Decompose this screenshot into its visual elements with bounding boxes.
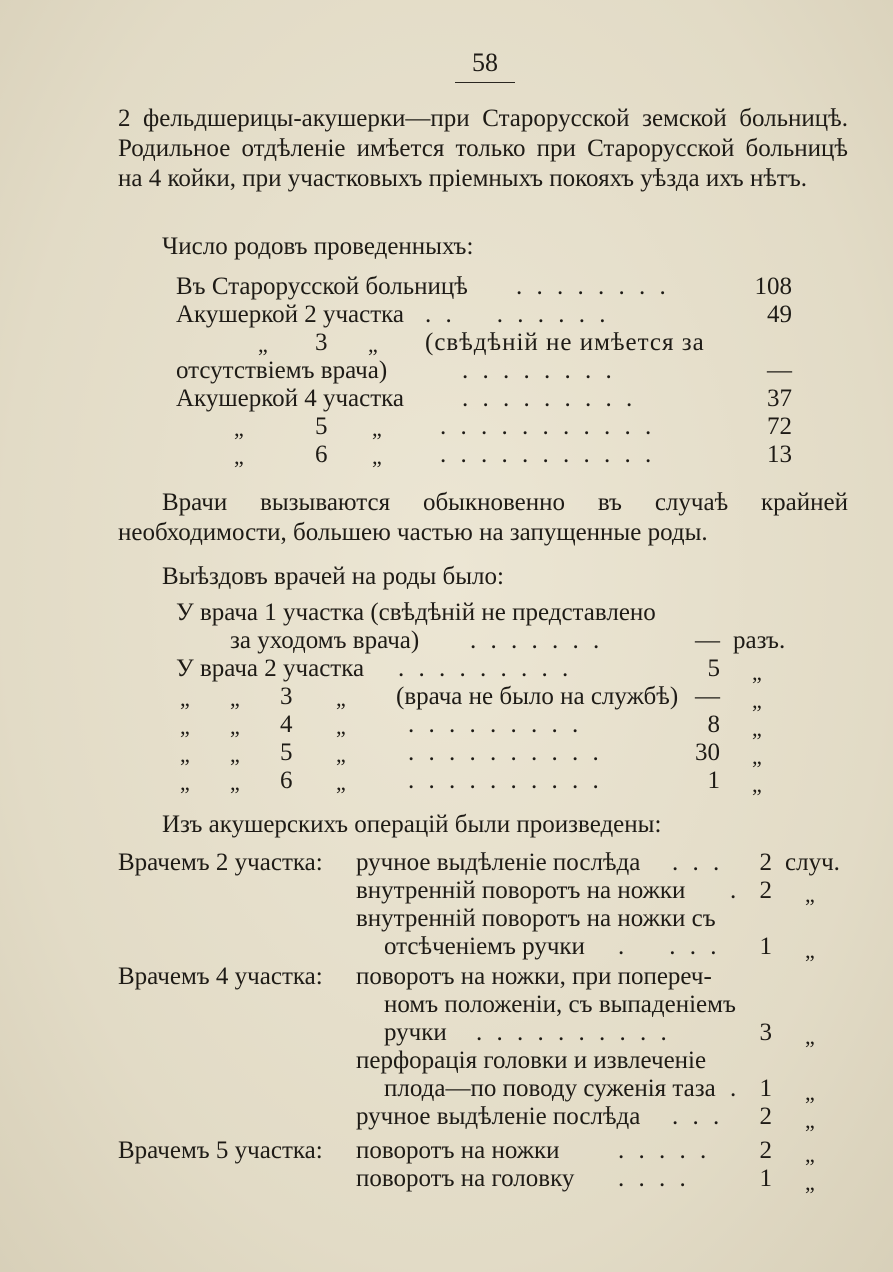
ditto-mark: „ <box>230 686 240 711</box>
ditto-mark: „ <box>752 688 762 713</box>
visits-row-num: 6 <box>280 767 293 794</box>
operation-text: внутренній поворотъ на ножки съ <box>356 905 716 932</box>
operations-doctor: Врачемъ 2 участка: <box>118 849 323 876</box>
visits-row-dots: . . . . . . . <box>470 627 604 654</box>
births-row-label: Въ Старорусской больницѣ <box>176 273 468 300</box>
operations-unit: случ. <box>785 849 840 876</box>
births-row-note: (свѣдѣній не имѣется за <box>425 329 705 356</box>
births-row-value: 49 <box>767 301 792 328</box>
visits-row-label: У врача 2 участка <box>176 655 365 682</box>
operation-value: 1 <box>759 1075 772 1102</box>
births-row-label: Акушеркой 4 участка <box>176 385 405 412</box>
ditto-mark: „ <box>752 744 762 769</box>
visits-row-value: — <box>695 627 720 654</box>
visits-row-value: 1 <box>707 767 720 794</box>
ditto-mark: „ <box>180 742 190 767</box>
visits-heading: Выѣздовъ врачей на роды было: <box>162 563 504 590</box>
visits-row-dots: . . . . . . . . . <box>398 655 573 682</box>
ditto-mark: „ <box>234 444 244 469</box>
doctors-note-paragraph: Врачи вызываются обыкновенно въ случаѣ крайней необходимости, большею частью на запущенные роды. <box>118 489 848 546</box>
visits-row-dots: . . . . . . . . . . <box>408 767 603 794</box>
ditto-mark: „ <box>234 416 244 441</box>
ditto-mark: „ <box>368 332 378 357</box>
ditto-mark: „ <box>805 938 815 963</box>
operation-text: внутренній поворотъ на ножки <box>356 877 686 904</box>
ditto-mark: „ <box>805 1108 815 1133</box>
births-row-note: отсутствіемъ врача) <box>176 357 388 384</box>
operation-value: 1 <box>759 1165 772 1192</box>
operation-value: 2 <box>759 1137 772 1164</box>
ditto-mark: „ <box>230 770 240 795</box>
operation-text: поворотъ на ножки, при попереч- <box>356 963 712 990</box>
births-row-value: 72 <box>767 413 792 440</box>
visits-row-value: 8 <box>707 711 720 738</box>
ditto-mark: „ <box>752 772 762 797</box>
visits-row-value: 5 <box>707 655 720 682</box>
operation-text: отсѣченіемъ ручки <box>384 933 585 960</box>
visits-row-value: 30 <box>695 739 720 766</box>
ditto-mark: „ <box>336 714 346 739</box>
visits-row-note: (врача не было на службѣ) <box>396 683 679 710</box>
births-row-label: 5 <box>315 413 328 440</box>
births-row-label: 6 <box>315 441 328 468</box>
births-row-dots: . . . . . . . . <box>425 301 610 328</box>
ditto-mark: „ <box>336 770 346 795</box>
births-row-dots: . . . . . . . . . . . <box>440 441 656 468</box>
ditto-mark: „ <box>805 1080 815 1105</box>
ditto-mark: „ <box>372 416 382 441</box>
births-row-value: 108 <box>754 273 792 300</box>
operations-heading: Изъ акушерскихъ операцій были произведены: <box>162 811 662 838</box>
ditto-mark: „ <box>805 1142 815 1167</box>
births-row-dots: . . . . . . . . <box>516 273 670 300</box>
births-heading: Число родовъ проведенныхъ: <box>162 233 474 260</box>
operation-dots: . <box>730 877 741 904</box>
ditto-mark: „ <box>805 882 815 907</box>
births-row-value: — <box>767 357 792 384</box>
operation-text: ручное выдѣленіе послѣда <box>356 1103 641 1130</box>
operation-value: 2 <box>759 849 772 876</box>
births-row-dots: . . . . . . . . . <box>462 385 637 412</box>
ditto-mark: „ <box>336 686 346 711</box>
operations-doctor: Врачемъ 4 участка: <box>118 963 323 990</box>
operation-text: поворотъ на головку <box>356 1165 575 1192</box>
visits-row-label: за уходомъ врача) <box>230 627 420 654</box>
births-row-value: 37 <box>767 385 792 412</box>
operation-value: 2 <box>759 877 772 904</box>
operation-value: 3 <box>759 1019 772 1046</box>
ditto-mark: „ <box>336 742 346 767</box>
births-row-label: Акушеркой 2 участка <box>176 301 405 328</box>
page-number: 58 <box>455 48 515 83</box>
visits-row-num: 4 <box>280 711 293 738</box>
operation-value: 1 <box>759 933 772 960</box>
ditto-mark: „ <box>805 1024 815 1049</box>
ditto-mark: „ <box>805 1170 815 1195</box>
operation-dots: . . . <box>672 1103 724 1130</box>
visits-row-dots: . . . . . . . . . <box>408 711 583 738</box>
visits-row-label: У врача 1 участка (свѣдѣній не представлено <box>176 599 656 626</box>
operation-text: ручки <box>384 1019 447 1046</box>
visits-row-num: 5 <box>280 739 293 766</box>
ditto-mark: „ <box>752 660 762 685</box>
operation-value: 2 <box>759 1103 772 1130</box>
births-row-dots: . . . . . . . . . . . <box>440 413 656 440</box>
intro-paragraph: 2 фельдшерицы-акушерки—при Старорусской земской больницѣ. Родильное отдѣленіе имѣется только при Старорусской больницѣ на 4 койки, при участковыхъ пріемныхъ покояхъ уѣзда ихъ нѣтъ. <box>118 105 848 192</box>
visits-unit: разъ. <box>733 627 786 654</box>
visits-row-num: 3 <box>280 683 293 710</box>
ditto-mark: „ <box>230 714 240 739</box>
operation-dots: . . . . . . . . . . <box>476 1019 671 1046</box>
operations-doctor: Врачемъ 5 участка: <box>118 1137 323 1164</box>
operation-dots: . . . . <box>618 933 721 960</box>
ditto-mark: „ <box>372 444 382 469</box>
operation-text: поворотъ на ножки <box>356 1137 560 1164</box>
ditto-mark: „ <box>258 332 268 357</box>
operation-text: номъ положеніи, съ выпаденіемъ <box>384 991 736 1018</box>
ditto-mark: „ <box>180 714 190 739</box>
visits-row-dots: . . . . . . . . . . <box>408 739 603 766</box>
operation-text: плода—по поводу суженія таза <box>384 1075 716 1102</box>
operation-text: ручное выдѣленіе послѣда <box>356 849 641 876</box>
ditto-mark: „ <box>752 716 762 741</box>
ditto-mark: „ <box>180 686 190 711</box>
operation-dots: . <box>730 1075 741 1102</box>
operation-text: перфорація головки и извлеченіе <box>356 1047 707 1074</box>
births-row-label: 3 <box>315 329 328 356</box>
ditto-mark: „ <box>180 770 190 795</box>
operation-dots: . . . . <box>618 1165 690 1192</box>
operation-dots: . . . . . <box>618 1137 711 1164</box>
births-row-value: 13 <box>767 441 792 468</box>
visits-row-value: — <box>695 683 720 710</box>
operation-dots: . . . <box>672 849 724 876</box>
births-row-dots: . . . . . . . . <box>462 357 616 384</box>
ditto-mark: „ <box>230 742 240 767</box>
